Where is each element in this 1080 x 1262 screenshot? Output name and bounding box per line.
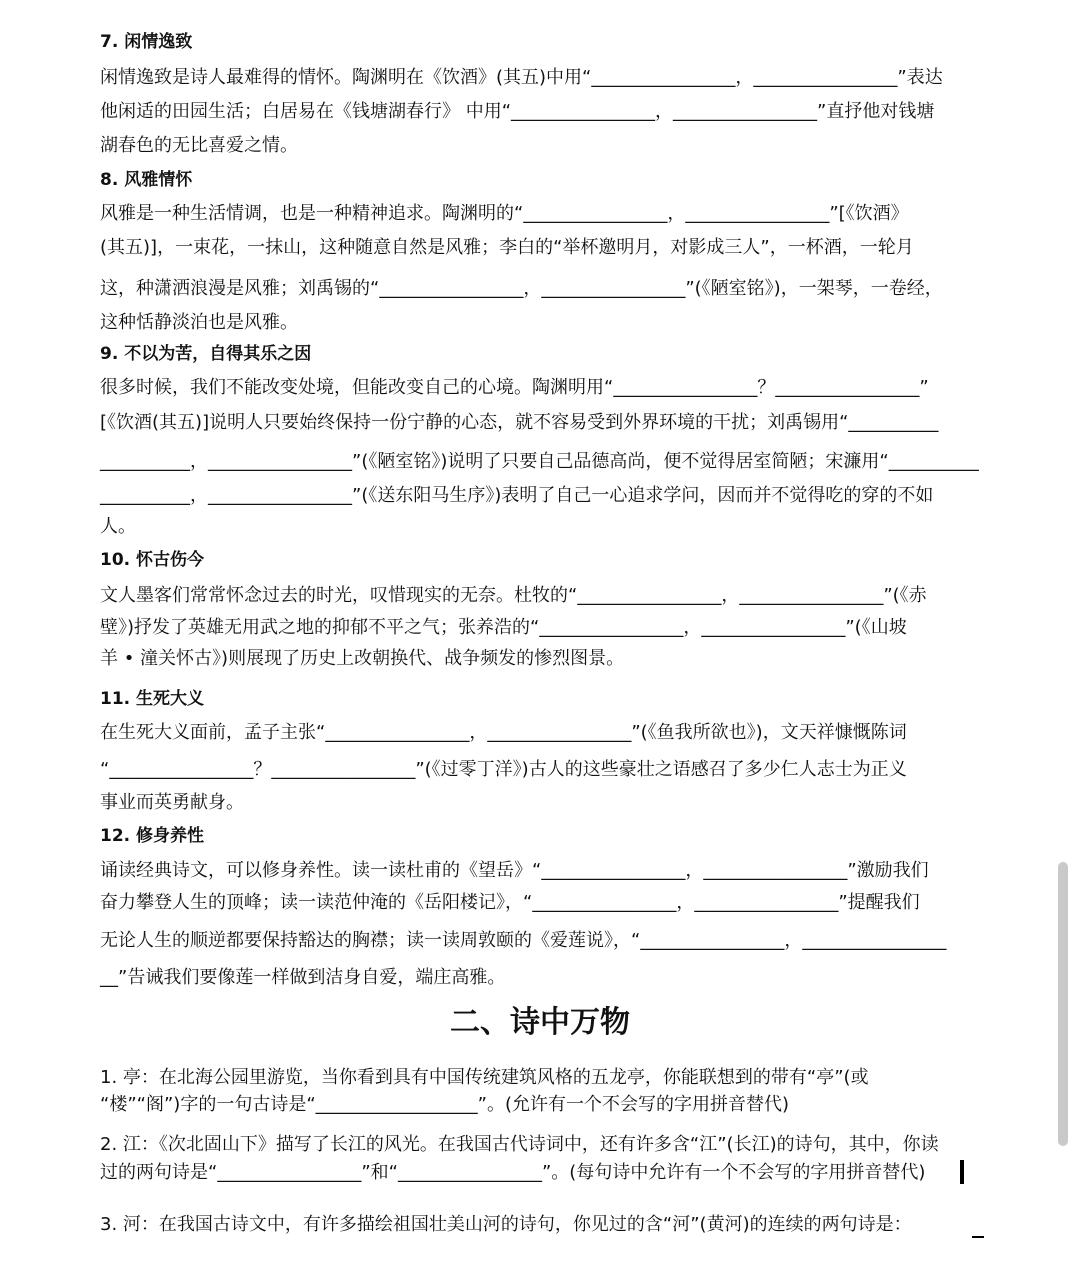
text-line: __”告诫我们要像莲一样做到洁身自爱，端庄高雅。 [100, 967, 506, 988]
text-line: 闲情逸致是诗人最难得的情怀。陶渊明在《饮酒》(其五)中用“________________，________________”表达 [100, 67, 943, 88]
text-line: 壁》)抒发了英雄无用武之地的抑郁不平之气；张养浩的“________________，________________”(《山坡 [100, 617, 907, 638]
text-line: __________，________________”(《陋室铭》)说明了只要自己品德高尚，便不觉得居室简陋；宋濂用“__________ [100, 451, 979, 472]
text-line: 人。 [100, 516, 136, 537]
text-line: 羊 • 潼关怀古》)则展现了历史上改朝换代、战争频发的惨烈图景。 [100, 648, 625, 669]
text-line: 无论人生的顺逆都要保持豁达的胸襟；读一读周敦颐的《爱莲说》，“________________，________________ [100, 930, 947, 951]
text-line: 湖春色的无比喜爱之情。 [100, 135, 298, 156]
text-line: 风雅是一种生活情调，也是一种精神追求。陶渊明的“________________，________________”[《饮酒》 [100, 203, 909, 224]
heading-8: 8. 风雅情怀 [100, 170, 193, 190]
question-line: 1. 亭：在北海公园里游览，当你看到具有中国传统建筑风格的五龙亭，你能联想到的带有“亭”(或 [100, 1067, 869, 1088]
vertical-scrollbar[interactable] [1058, 862, 1068, 1146]
text-line: 在生死大义面前，孟子主张“________________，________________”(《鱼我所欲也》)，文天祥慷慨陈词 [100, 722, 907, 743]
text-cursor [960, 1160, 964, 1184]
text-line: 这种恬静淡泊也是风雅。 [100, 312, 298, 333]
text-line: 他闲适的田园生活；白居易在《钱塘湖春行》 中用“________________，________________”直抒他对钱塘 [100, 101, 935, 122]
heading-11: 11. 生死大义 [100, 689, 205, 709]
text-line: 很多时候，我们不能改变处境，但能改变自己的心境。陶渊明用“________________？________________” [100, 377, 929, 398]
text-line: __________，________________”(《送东阳马生序》)表明了自己一心追求学问，因而并不觉得吃的穿的不如 [100, 485, 934, 506]
text-line: [《饮酒(其五)]说明人只要始终保持一份宁静的心态，就不容易受到外界环境的干扰；刘禹锡用“__________ [100, 412, 939, 433]
heading-9: 9. 不以为苦，自得其乐之因 [100, 344, 312, 364]
text-line: “________________？________________”(《过零丁洋》)古人的这些豪壮之语感召了多少仁人志士为正义 [100, 759, 907, 780]
text-line: (其五)]，一束花，一抹山，这种随意自然是风雅；李白的“举杯邀明月，对影成三人”，一杯酒，一轮月 [100, 237, 914, 258]
text-line: 奋力攀登人生的顶峰；读一读范仲淹的《岳阳楼记》，“________________，________________”提醒我们 [100, 892, 920, 913]
section-title: 二、诗中万物 [450, 1005, 630, 1040]
answer-blank[interactable] [972, 1236, 984, 1238]
question-line: 3. 河：在我国古诗文中，有许多描绘祖国壮美山河的诗句，你见过的含“河”(黄河)的连续的两句诗是： [100, 1214, 912, 1235]
question-line: “楼”“阁”)字的一句古诗是“__________________”。(允许有一个不会写的字用拼音替代) [100, 1094, 790, 1115]
text-line: 文人墨客们常常怀念过去的时光，叹惜现实的无奈。杜牧的“________________，________________”(《赤 [100, 585, 927, 606]
question-line: 过的两句诗是“________________”和“________________”。(每句诗中允许有一个不会写的字用拼音替代) [100, 1162, 926, 1183]
heading-10: 10. 怀古伤今 [100, 550, 205, 570]
question-line: 2. 江：《次北固山下》描写了长江的风光。在我国古代诗词中，还有许多含“江”(长江)的诗句，其中，你读 [100, 1134, 939, 1155]
heading-7: 7. 闲情逸致 [100, 32, 193, 52]
text-line: 诵读经典诗文，可以修身养性。读一读杜甫的《望岳》“________________，________________”激励我们 [100, 860, 929, 881]
heading-12: 12. 修身养性 [100, 826, 205, 846]
text-line: 这，种潇洒浪漫是风雅；刘禹锡的“________________，________________”(《陋室铭》)，一架琴，一卷经， [100, 278, 943, 299]
text-line: 事业而英勇献身。 [100, 792, 244, 813]
